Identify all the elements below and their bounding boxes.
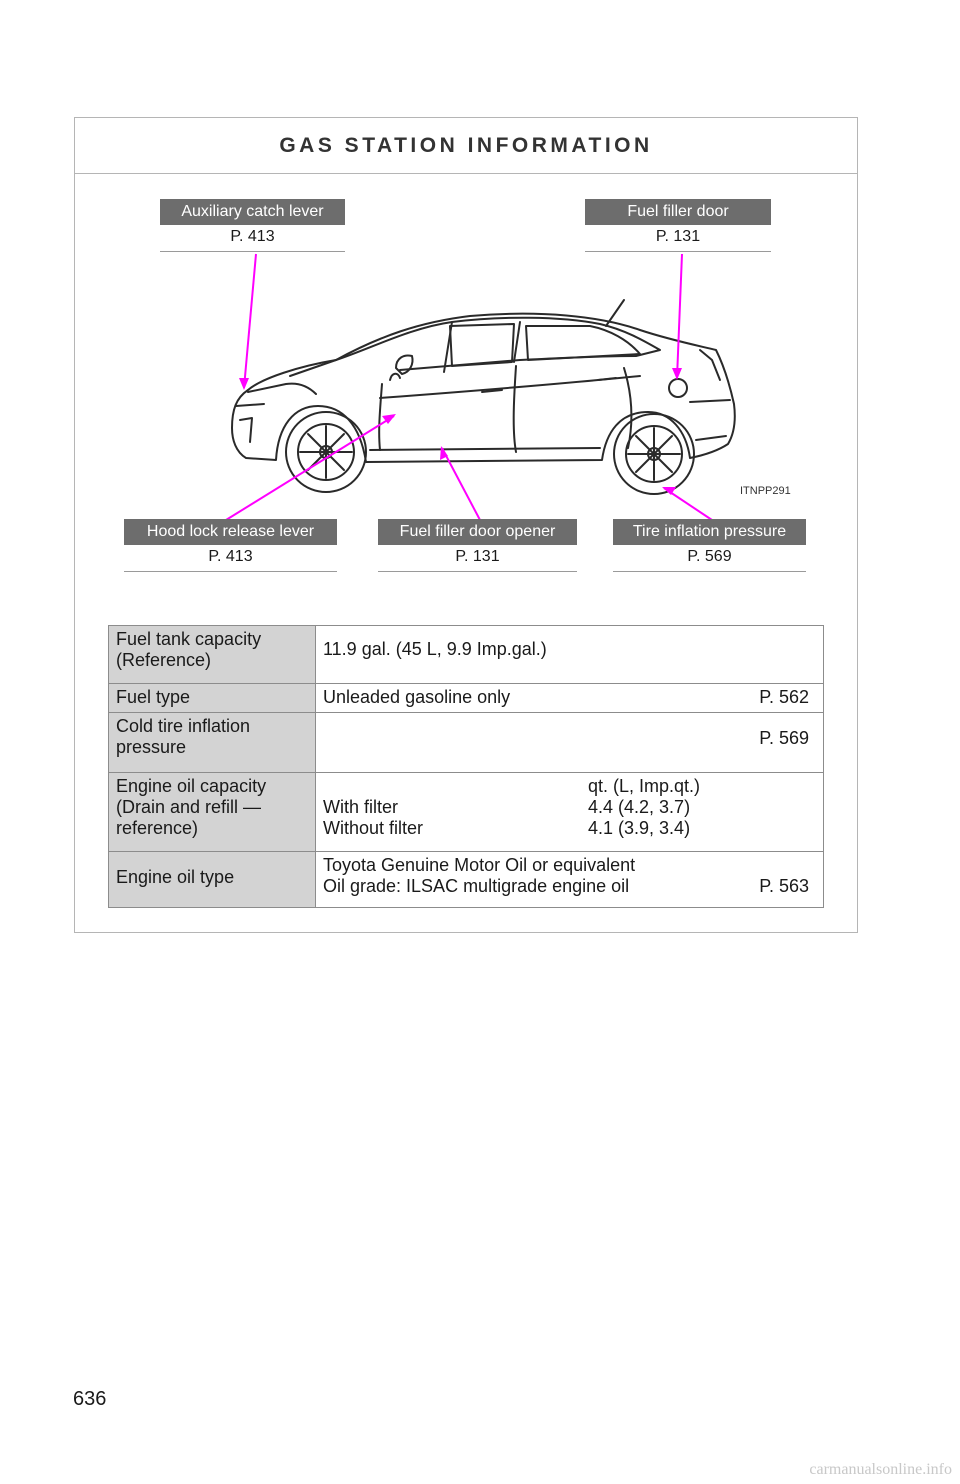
row-label: Engine oil capacity (Drain and refill — reference) [109, 773, 316, 852]
callout-label: Fuel filler door [585, 199, 771, 225]
row-value: 11.9 gal. (45 L, 9.9 Imp.gal.) [316, 626, 824, 684]
page-reference-link[interactable]: P. 563 [759, 876, 809, 896]
callout-fuel-filler-door [585, 199, 771, 252]
page-reference-link[interactable]: P. 413 [160, 225, 345, 252]
leader-fuel-door-opener [442, 448, 480, 520]
panel-title: GAS STATION INFORMATION [75, 118, 857, 174]
callout-tire-inflation-pressure [613, 519, 806, 572]
leader-auxiliary-catch [244, 254, 256, 388]
page-reference-link[interactable]: P. 131 [378, 545, 577, 572]
table-row-engine-oil-type [109, 852, 824, 908]
car-door-rear [514, 366, 516, 452]
leader-fuel-filler-door [677, 254, 682, 378]
table-row-engine-oil-capacity [109, 773, 824, 852]
row-label: Cold tire inflation pressure [109, 713, 316, 773]
specs-table [108, 625, 824, 908]
page-reference-link[interactable]: P. 413 [124, 545, 337, 572]
fuel-door-circle [669, 379, 687, 397]
callout-label: Fuel filler door opener [378, 519, 577, 545]
image-code: ITNPP291 [740, 485, 791, 497]
callout-label: Hood lock release lever [124, 519, 337, 545]
table-row-fuel-tank [109, 626, 824, 684]
row-value: Unleaded gasoline only P. 562 [316, 684, 824, 713]
car-door-front [379, 384, 382, 450]
row-label: Fuel type [109, 684, 316, 713]
page-reference-link[interactable]: P. 131 [585, 225, 771, 252]
page-number: 636 [73, 1388, 107, 1410]
car-mirror [396, 356, 413, 375]
footer-watermark: carmanualsonline.info [809, 1461, 952, 1478]
page-reference-link[interactable]: P. 569 [759, 728, 809, 748]
callout-label: Auxiliary catch lever [160, 199, 345, 225]
row-value: qt. (L, Imp.qt.) With filter 4.4 (4.2, 3.7) Without filter 4.1 (3.9, 3.4) [316, 773, 824, 852]
callout-fuel-filler-door-opener [378, 519, 577, 572]
callout-hood-lock-release-lever [124, 519, 337, 572]
table-row-cold-tire [109, 713, 824, 773]
callout-auxiliary-catch-lever [160, 199, 345, 252]
row-value: Toyota Genuine Motor Oil or equivalent Oil grade: ILSAC multigrade engine oil P. 563 [316, 852, 824, 908]
row-label: Engine oil type [109, 852, 316, 908]
page-reference-link[interactable]: P. 569 [613, 545, 806, 572]
callout-label: Tire inflation pressure [613, 519, 806, 545]
table-row-fuel-type [109, 684, 824, 713]
row-label: Fuel tank capacity (Reference) [109, 626, 316, 684]
row-value [316, 713, 824, 773]
page-reference-link[interactable]: P. 562 [759, 687, 809, 707]
